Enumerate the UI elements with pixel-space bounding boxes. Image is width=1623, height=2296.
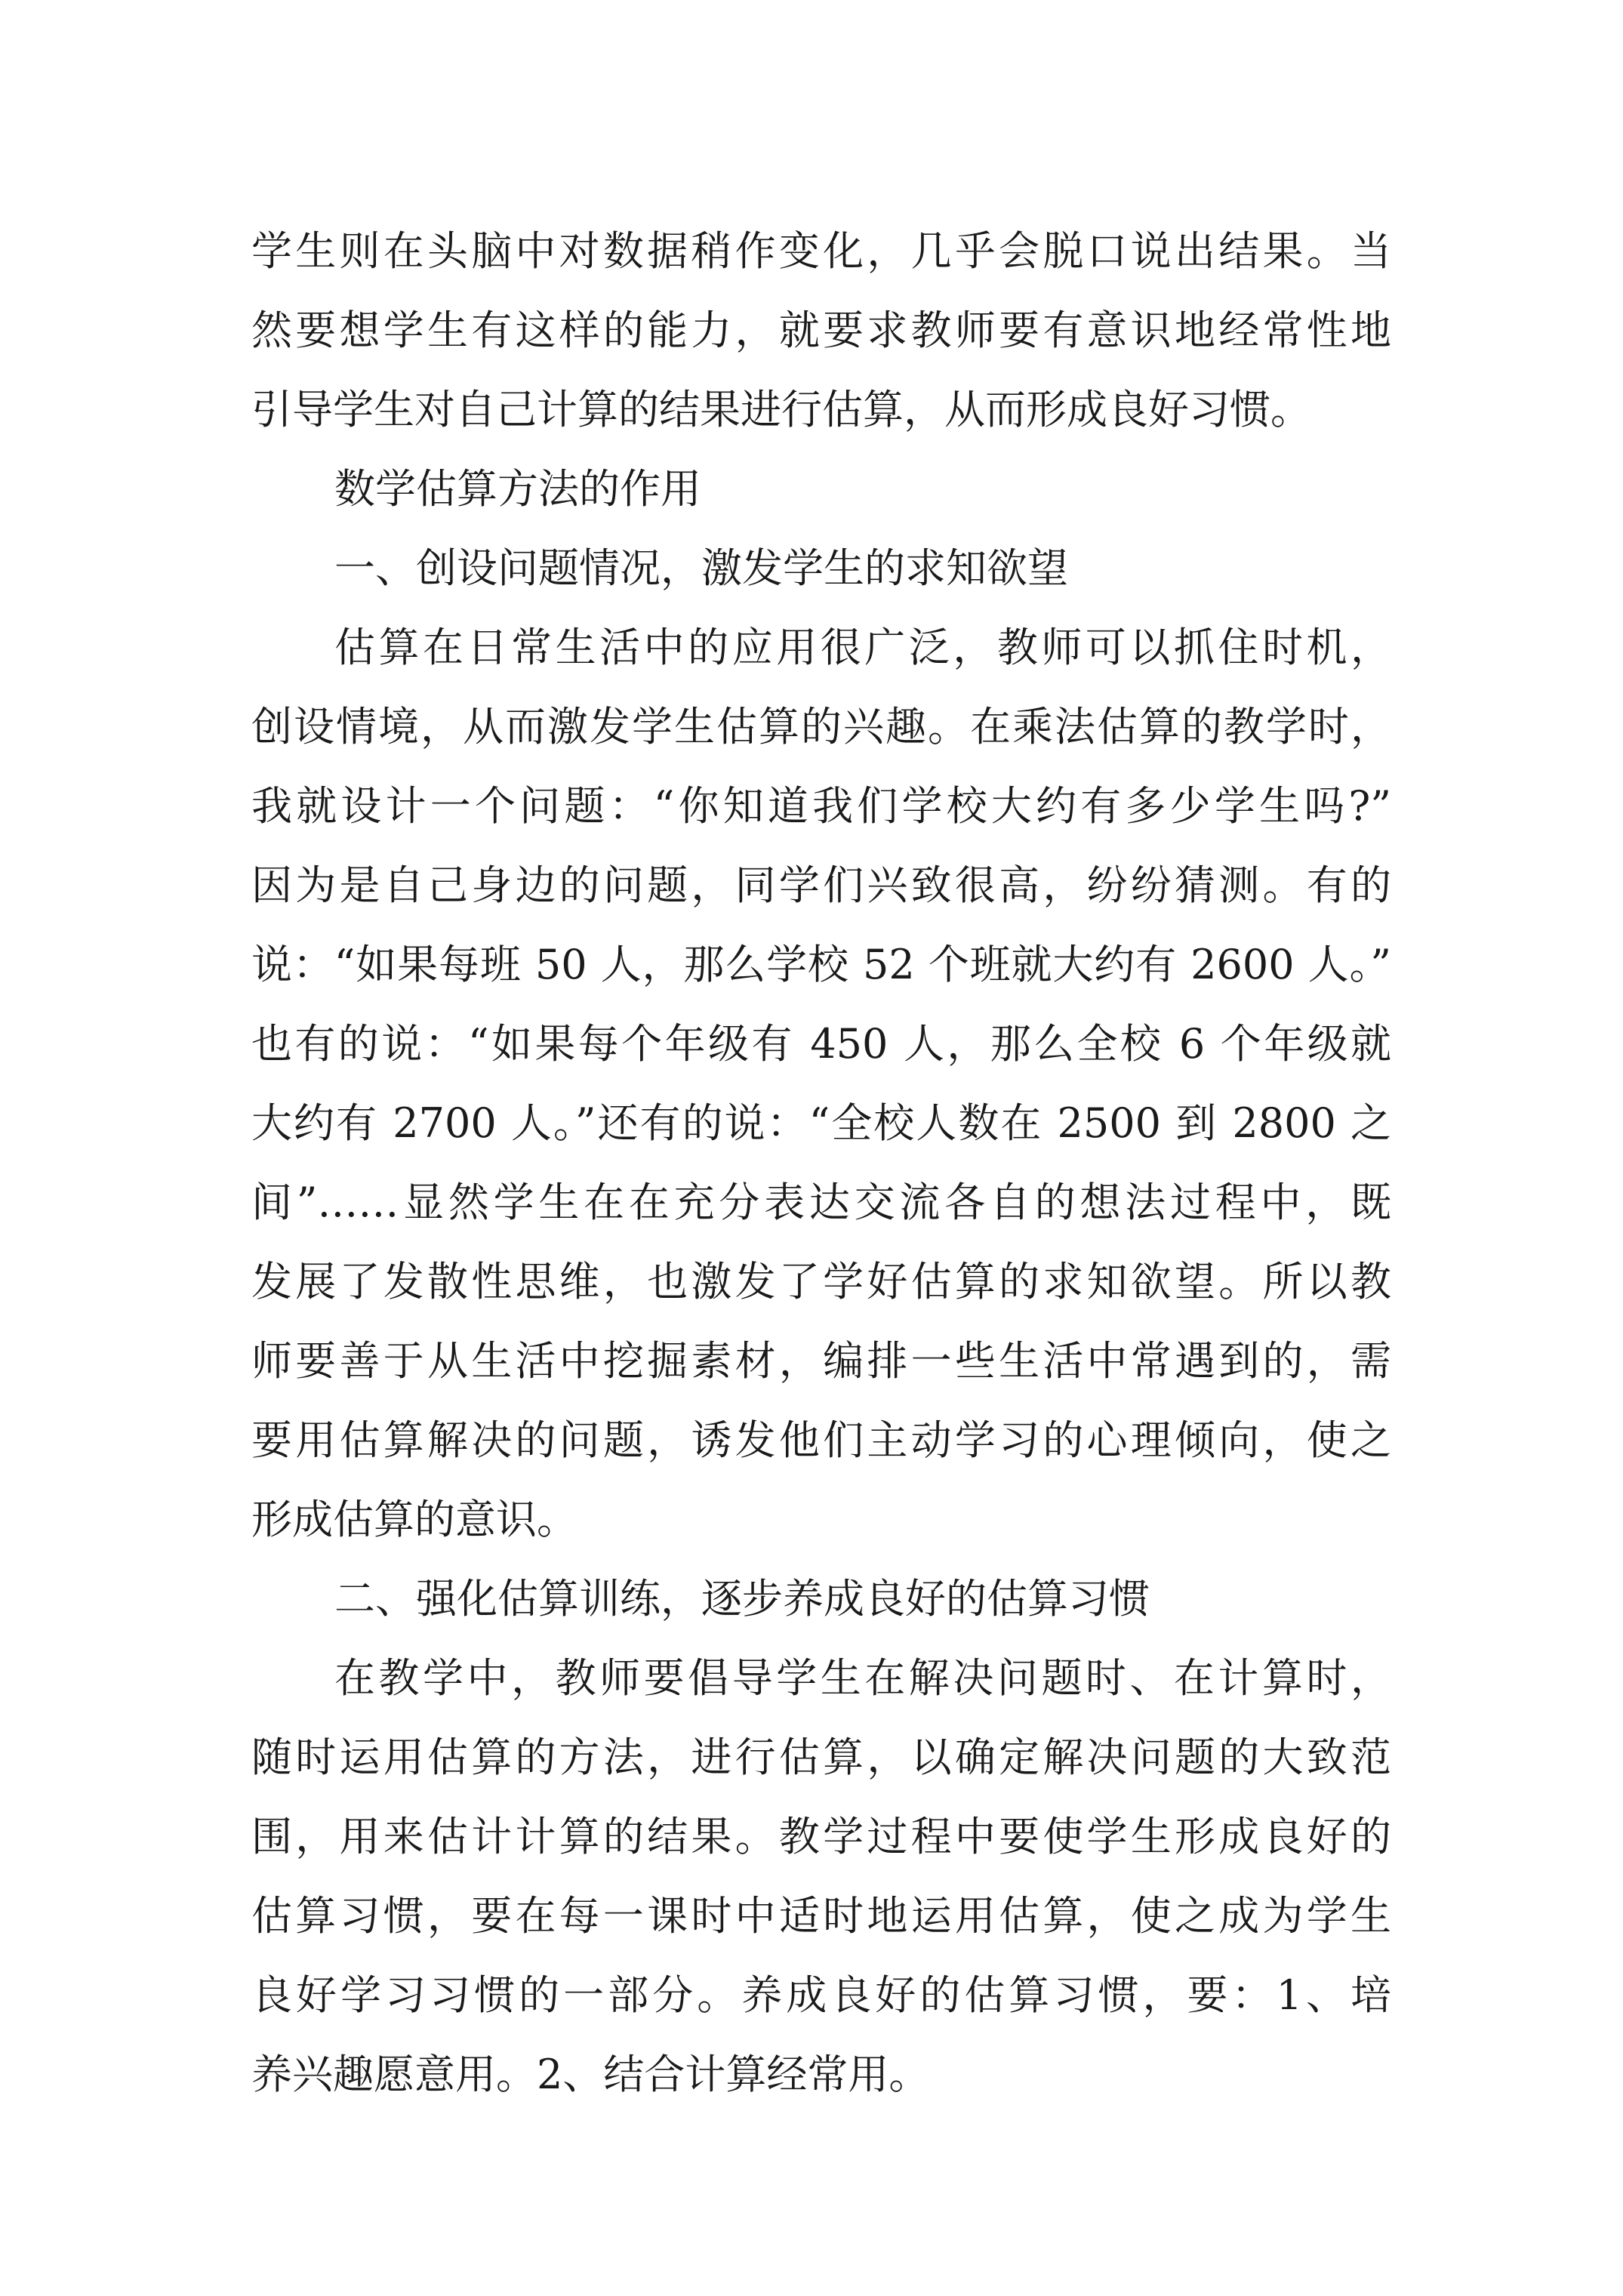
paragraph-line: 随时运用估算的方法，进行估算，以确定解决问题的大致范 bbox=[251, 1734, 1391, 1781]
paragraph-line: 师要善于从生活中挖掘素材，编排一些生活中常遇到的，需 bbox=[251, 1337, 1391, 1385]
section-heading: 一、创设问题情况，激发学生的求知欲望 bbox=[334, 544, 1068, 592]
section-heading: 二、强化估算训练，逐步养成良好的估算习惯 bbox=[334, 1575, 1150, 1623]
paragraph-line: 形成估算的意识。 bbox=[251, 1496, 577, 1543]
paragraph-line: 发展了发散性思维，也激发了学好估算的求知欲望。所以教 bbox=[251, 1258, 1391, 1305]
paragraph-line: 围，用来估计计算的结果。教学过程中要使学生形成良好的 bbox=[251, 1813, 1391, 1860]
document-body bbox=[251, 211, 1391, 2114]
section-heading: 数学估算方法的作用 bbox=[334, 465, 701, 513]
paragraph-line: 我就设计一个问题：“你知道我们学校大约有多少学生吗?” bbox=[251, 782, 1391, 830]
paragraph-line: 因为是自己身边的问题，同学们兴致很高，纷纷猜测。有的 bbox=[251, 861, 1391, 909]
paragraph-line: 估算在日常生活中的应用很广泛，教师可以抓住时机， bbox=[334, 624, 1391, 671]
paragraph-line: 然要想学生有这样的能力，就要求教师要有意识地经常性地 bbox=[251, 307, 1391, 354]
paragraph-line: 估算习惯，要在每一课时中适时地运用估算，使之成为学生 bbox=[251, 1892, 1391, 1940]
paragraph-line: 也有的说：“如果每个年级有 450 人，那么全校 6 个年级就 bbox=[251, 1020, 1391, 1068]
paragraph-line: 引导学生对自己计算的结果进行估算，从而形成良好习惯。 bbox=[251, 386, 1311, 433]
paragraph-line: 间”……显然学生在在充分表达交流各自的想法过程中，既 bbox=[251, 1179, 1391, 1226]
paragraph-line: 在教学中，教师要倡导学生在解决问题时、在计算时， bbox=[334, 1654, 1391, 1702]
paragraph-line: 学生则在头脑中对数据稍作变化，几乎会脱口说出结果。当 bbox=[251, 227, 1391, 275]
paragraph-line: 创设情境，从而激发学生估算的兴趣。在乘法估算的教学时， bbox=[251, 703, 1391, 750]
paragraph-line: 说：“如果每班 50 人，那么学校 52 个班就大约有 2600 人。” bbox=[251, 941, 1391, 988]
paragraph-line: 良好学习习惯的一部分。养成良好的估算习惯，要：1、培 bbox=[251, 1971, 1391, 2019]
paragraph-line: 要用估算解决的问题，诱发他们主动学习的心理倾向，使之 bbox=[251, 1416, 1391, 1464]
paragraph-line: 养兴趣愿意用。2、结合计算经常用。 bbox=[251, 2051, 930, 2098]
paragraph-line: 大约有 2700 人。”还有的说：“全校人数在 2500 到 2800 之 bbox=[251, 1099, 1391, 1147]
